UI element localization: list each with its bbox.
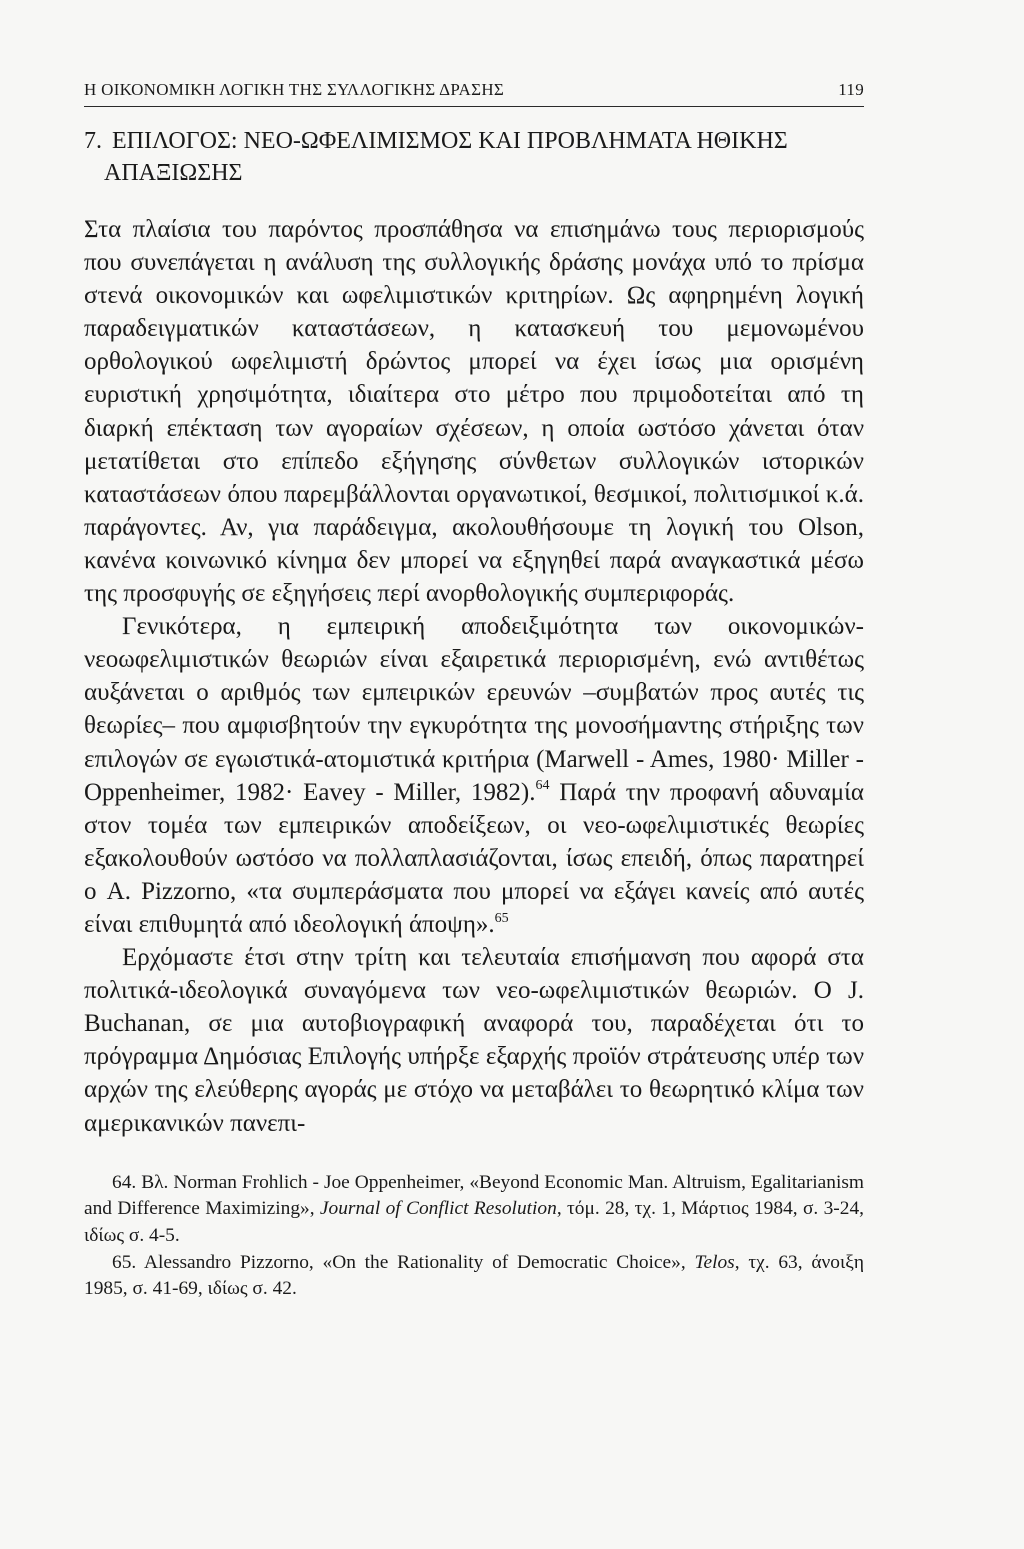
section-title-line1: ΕΠΙΛΟΓΟΣ: ΝΕΟ-ΩΦΕΛΙΜΙΣΜΟΣ ΚΑΙ ΠΡΟΒΛΗΜΑΤΑ ΗΘΙΚΗΣ xyxy=(112,128,788,154)
page-number: 119 xyxy=(838,80,864,99)
footnote-64-journal: Journal of Conflict Resolution xyxy=(319,1198,557,1220)
footnote-64-text-a: 64. Βλ. Norman Frohlich - Joe Oppenheimer, «Beyond Economic Man. Altruism, Egalitarianism and Difference Maximizing», xyxy=(84,1171,864,1220)
running-header-title: Η ΟΙΚΟΝΟΜΙΚΗ ΛΟΓΙΚΗ ΤΗΣ ΣΥΛΛΟΓΙΚΗΣ ΔΡΑΣΗΣ xyxy=(84,80,505,99)
book-page xyxy=(84,80,864,1303)
footnotes xyxy=(84,1170,864,1304)
footnote-65 xyxy=(84,1250,864,1303)
footnote-64 xyxy=(84,1170,864,1250)
paragraph-2-text-b: Παρά την προφανή αδυναμία στον τομέα των εμπειρικών αποδείξεων, οι νεο-ωφελιμιστικές θεωρίες εξακολουθούν ωστόσο να πολλαπλασιάζονται, ίσως επειδή, όπως παρατηρεί ο A. Pizzorno, «τα συμπεράσματα που μπορεί να εξάγει κανείς από αυτές είναι επιθυμητά από ιδεολογική άποψη». xyxy=(84,778,864,938)
body-text xyxy=(84,213,864,1140)
footnote-ref-65: 65 xyxy=(494,910,509,926)
paragraph-2-text-a: Γενικότερα, η εμπειρική αποδειξιμότητα των οικονομικών-νεοωφελιμιστικών θεωριών είναι εξαιρετικά περιορισμένη, ενώ αντιθέτως αυξάνεται ο αριθμός των εμπειρικών ερευνών –συμβατών προς αυτές τις θεωρίες– που αμφισβητούν την εγκυρότητα της μονοσήμαντης στήριξης των επιλογών σε εγωιστικά-ατομιστικά κριτήρια (Marwell - Ames, 1980· Miller - Oppenheimer, 1982· Eavey - Miller, 1982). xyxy=(84,613,864,806)
paragraph-3: Ερχόμαστε έτσι στην τρίτη και τελευταία επισήμανση που αφορά στα πολιτικά-ιδεολογικά συναγόμενα των νεο-ωφελιμιστικών θεωριών. Ο J. Buchanan, σε μια αυτοβιογραφική αναφορά του, παραδέχεται ότι το πρόγραμμα Δημόσιας Επιλογής υπήρξε εξαρχής προϊόν στράτευσης υπέρ των αρχών της ελεύθερης αγοράς με στόχο να μεταβάλει το θεωρητικό κλίμα των αμερικανικών πανεπι- xyxy=(84,944,864,1137)
running-header xyxy=(84,80,864,107)
section-number: 7. xyxy=(84,128,102,154)
footnote-65-journal: Telos xyxy=(694,1251,735,1273)
section-heading xyxy=(84,125,864,189)
footnote-65-text-b: , τχ. 63, άνοιξη 1985, σ. 41-69, ιδίως σ. 42. xyxy=(84,1251,864,1300)
footnote-65-text-a: 65. Alessandro Pizzorno, «On the Rationality of Democratic Choice», xyxy=(112,1251,695,1273)
section-title-line2: ΑΠΑΞΙΩΣΗΣ xyxy=(104,160,243,186)
paragraph-2 xyxy=(84,610,864,941)
paragraph-1: Στα πλαίσια του παρόντος προσπάθησα να επισημάνω τους περιορισμούς που συνεπάγεται η ανάλυση της συλλογικής δράσης μονάχα υπό το πρίσμα στενά οικονομικών και ωφελιμιστικών κριτηρίων. Ως αφηρημένη λογική παραδειγματικών καταστάσεων, η κατασκευή του μεμονωμένου ορθολογικού ωφελιμιστή δρώντος μπορεί να έχει ίσως μια ορισμένη ευριστική χρησιμότητα, ιδιαίτερα στο μέτρο που πριμοδοτείται από τη διαρκή επέκταση των αγοραίων σχέσεων, η οποία ωστόσο χάνεται όταν μετατίθεται στο επίπεδο εξήγησης σύνθετων συλλογικών ιστορικών καταστάσεων όπου παρεμβάλλονται οργανωτικοί, θεσμικοί, πολιτισμικοί κ.ά. παράγοντες. Αν, για παράδειγμα, ακολουθήσουμε τη λογική του Olson, κανένα κοινωνικό κίνημα δεν μπορεί να εξηγηθεί παρά αναγκαστικά μέσω της προσφυγής σε εξηγήσεις περί ανορθολογικής συμπεριφοράς. xyxy=(84,216,864,608)
footnote-ref-64: 64 xyxy=(535,778,550,794)
footnote-64-text-b: , τόμ. 28, τχ. 1, Μάρτιος 1984, σ. 3-24, ιδίως σ. 4-5. xyxy=(84,1198,865,1247)
